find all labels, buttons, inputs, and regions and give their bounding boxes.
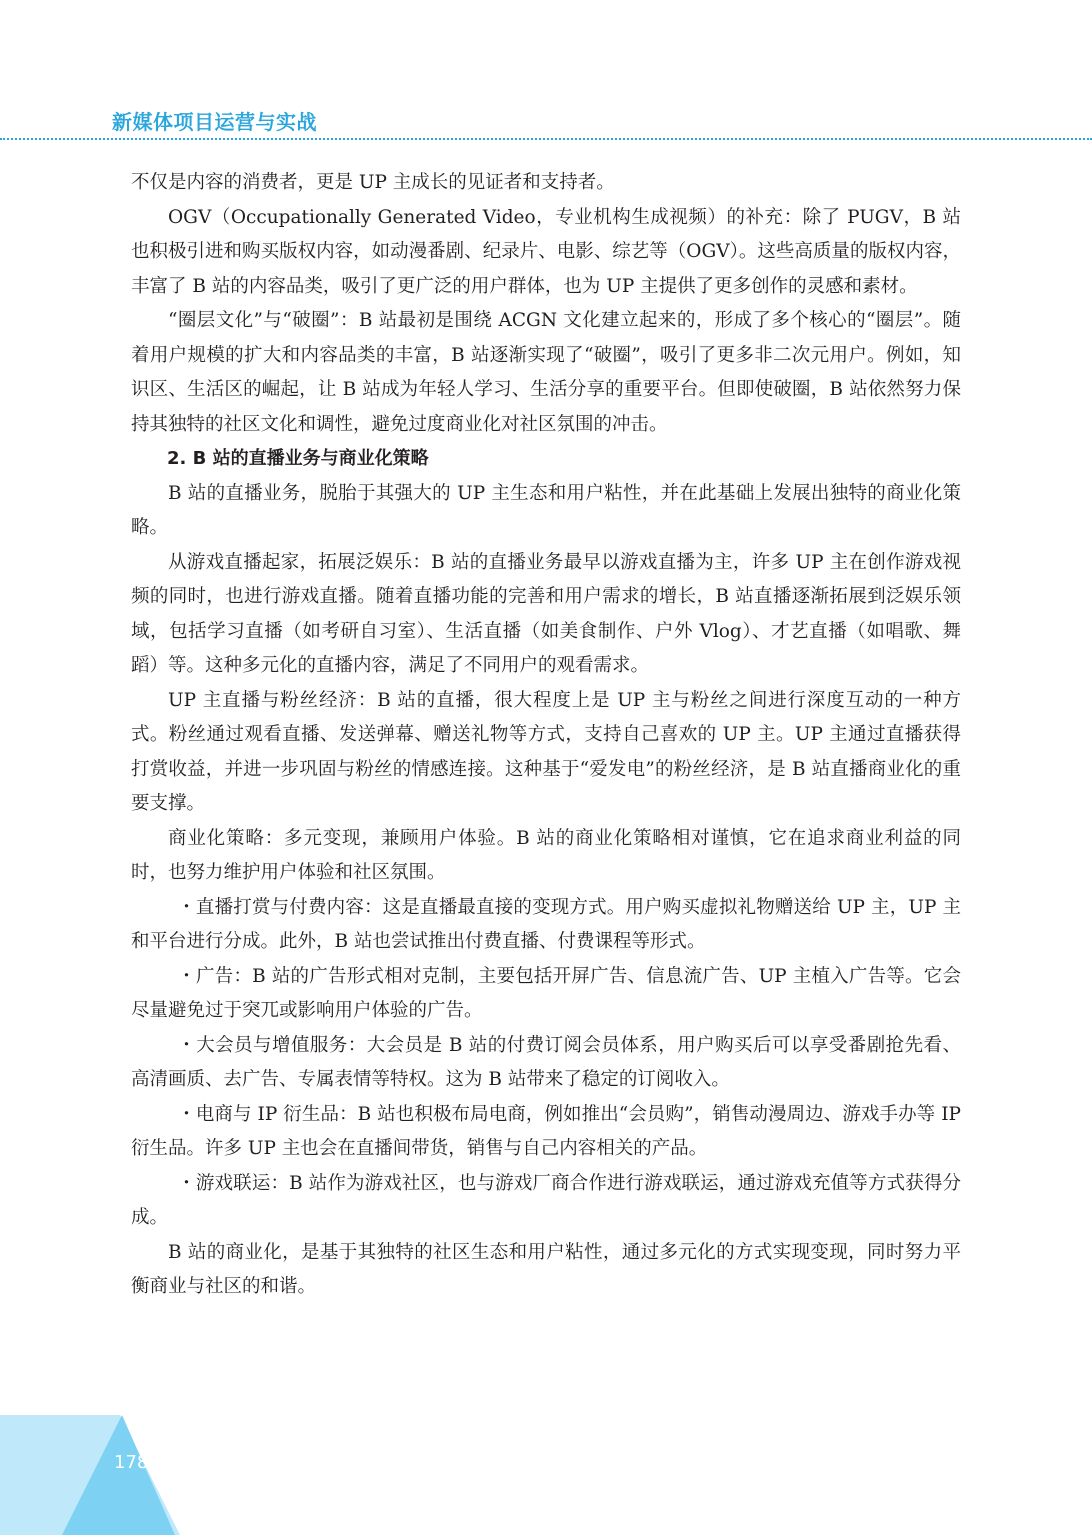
paragraph-conclusion: B 站的商业化，是基于其独特的社区生态和用户粘性，通过多元化的方式实现变现，同时努力平衡商业与社区的和谐。 [131, 1241, 961, 1297]
running-header-title: 新媒体项目运营与实战 [112, 110, 317, 134]
header-dotted-rule [0, 138, 1092, 140]
paragraph-continuation: 不仅是内容的消费者，更是 UP 主成长的见证者和支持者。 [131, 172, 615, 193]
page-number-tab [0, 1415, 180, 1535]
paragraph-fan-economy: UP 主直播与粉丝经济：B 站的直播，很大程度上是 UP 主与粉丝之间进行深度互动的一种方式。粉丝通过观看直播、发送弹幕、赠送礼物等方式，支持自己喜欢的 UP 主。UP 主通过直播获得打赏收益，并进一步巩固与粉丝的情感连接。这种基于“爱发电”的粉丝经济，是 B 站直播商业化的重要支撑。 [131, 689, 961, 814]
section-heading: 2. B 站的直播业务与商业化策略 [167, 448, 429, 469]
bullet-game-operation: ・游戏联运：B 站作为游戏社区，也与游戏厂商合作进行游戏联运，通过游戏充值等方式获得分成。 [131, 1172, 961, 1228]
paragraph-commercial-strategy: 商业化策略：多元变现，兼顾用户体验。B 站的商业化策略相对谨慎，它在追求商业利益的同时，也努力维护用户体验和社区氛围。 [131, 827, 961, 883]
bullet-tipping: ・直播打赏与付费内容：这是直播最直接的变现方式。用户购买虚拟礼物赠送给 UP 主，UP 主和平台进行分成。此外，B 站也尝试推出付费直播、付费课程等形式。 [131, 896, 961, 952]
body-text [131, 166, 961, 1305]
bullet-ecommerce: ・电商与 IP 衍生品：B 站也积极布局电商，例如推出“会员购”，销售动漫周边、游戏手办等 IP 衍生品。许多 UP 主也会在直播间带货，销售与自己内容相关的产品。 [131, 1103, 961, 1159]
paragraph-live-intro: B 站的直播业务，脱胎于其强大的 UP 主生态和用户粘性，并在此基础上发展出独特的商业化策略。 [131, 482, 961, 538]
bullet-ads: ・广告：B 站的广告形式相对克制，主要包括开屏广告、信息流广告、UP 主植入广告等。它会尽量避免过于突兀或影响用户体验的广告。 [131, 965, 961, 1021]
page-number: 178 [114, 1452, 149, 1473]
bullet-membership: ・大会员与增值服务：大会员是 B 站的付费订阅会员体系，用户购买后可以享受番剧抢先看、高清画质、去广告、专属表情等特权。这为 B 站带来了稳定的订阅收入。 [131, 1034, 961, 1090]
paragraph-ogv: OGV（Occupationally Generated Video，专业机构生成视频）的补充：除了 PUGV，B 站也积极引进和购买版权内容，如动漫番剧、纪录片、电影、综艺等（OGV）。这些高质量的版权内容，丰富了 B 站的内容品类，吸引了更广泛的用户群体，也为 UP 主提供了更多创作的灵感和素材。 [131, 206, 961, 297]
paragraph-circle-culture: “圈层文化”与“破圈”：B 站最初是围绕 ACGN 文化建立起来的，形成了多个核心的“圈层”。随着用户规模的扩大和内容品类的丰富，B 站逐渐实现了“破圈”，吸引了更多非二次元用户。例如，知识区、生活区的崛起，让 B 站成为年轻人学习、生活分享的重要平台。但即使破圈，B 站依然努力保持其独特的社区文化和调性，避免过度商业化对社区氛围的冲击。 [131, 310, 961, 435]
paragraph-game-live: 从游戏直播起家，拓展泛娱乐：B 站的直播业务最早以游戏直播为主，许多 UP 主在创作游戏视频的同时，也进行游戏直播。随着直播功能的完善和用户需求的增长，B 站直播逐渐拓展到泛娱乐领域，包括学习直播（如考研自习室）、生活直播（如美食制作、户外 Vlog）、才艺直播（如唱歌、舞蹈）等。这种多元化的直播内容，满足了不同用户的观看需求。 [131, 551, 961, 676]
